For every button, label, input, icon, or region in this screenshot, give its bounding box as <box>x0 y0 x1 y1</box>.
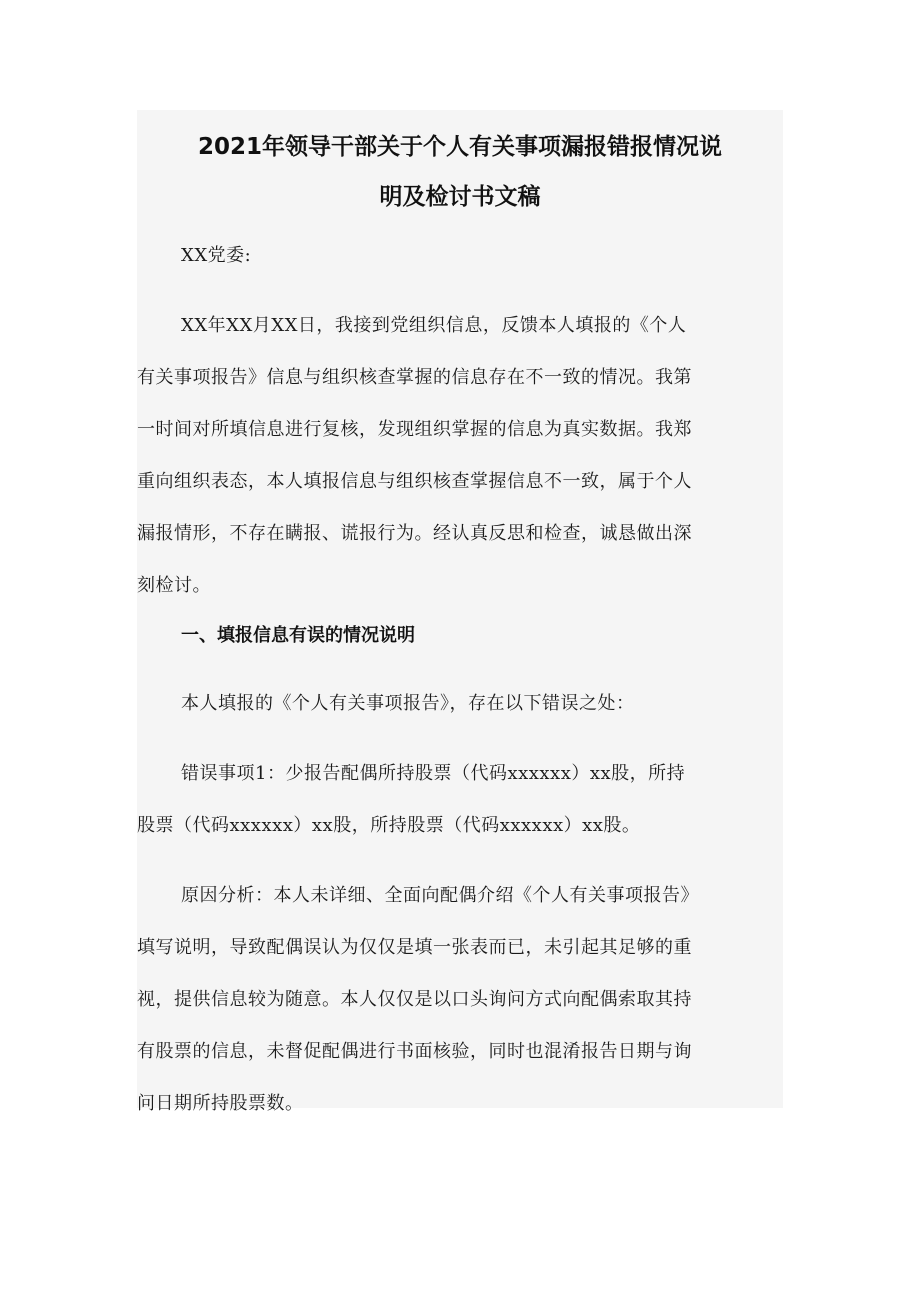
error-item-line: 股票（代码xxxxxx）xx股，所持股票（代码xxxxxx）xx股。 <box>137 815 641 836</box>
error-item-line: 错误事项1：少报告配偶所持股票（代码xxxxxx）xx股，所持 <box>181 763 686 784</box>
section-1-intro <box>137 678 783 730</box>
cause-line: 原因分析：本人未详细、全面向配偶介绍《个人有关事项报告》 <box>181 885 699 906</box>
cause-line: 视，提供信息较为随意。本人仅仅是以口头询问方式向配偶索取其持 <box>137 989 692 1010</box>
cause-line: 有股票的信息，未督促配偶进行书面核验，同时也混淆报告日期与询 <box>137 1041 692 1062</box>
cause-analysis <box>137 870 783 1130</box>
intro-line: 刻检讨。 <box>137 575 211 596</box>
intro-line: XX年XX月XX日，我接到党组织信息，反馈本人填报的《个人 <box>181 315 687 336</box>
document-page <box>137 110 783 1114</box>
intro-line: 漏报情形，不存在瞒报、谎报行为。经认真反思和检查，诚恳做出深 <box>137 523 692 544</box>
intro-line: 重向组织表态，本人填报信息与组织核查掌握信息不一致，属于个人 <box>137 471 692 492</box>
intro-line: 有关事项报告》信息与组织核查掌握的信息存在不一致的情况。我第 <box>137 367 692 388</box>
intro-line: 一时间对所填信息进行复核，发现组织掌握的信息为真实数据。我郑 <box>137 419 692 440</box>
section-1-intro-text: 本人填报的《个人有关事项报告》，存在以下错误之处： <box>181 693 635 714</box>
salutation <box>137 230 783 282</box>
salutation-text: XX党委: <box>181 245 252 266</box>
error-item-1 <box>137 748 783 852</box>
intro-paragraph <box>137 300 783 612</box>
cause-line: 填写说明，导致配偶误认为仅仅是填一张表而已，未引起其足够的重 <box>137 937 692 958</box>
cause-line: 问日期所持股票数。 <box>137 1093 304 1114</box>
section-1-heading: 一、填报信息有误的情况说明 <box>181 625 415 646</box>
document-title-line-1: 2021年领导干部关于个人有关事项漏报错报情况说 <box>197 134 722 160</box>
document-title-line-2: 明及检讨书文稿 <box>379 184 541 210</box>
